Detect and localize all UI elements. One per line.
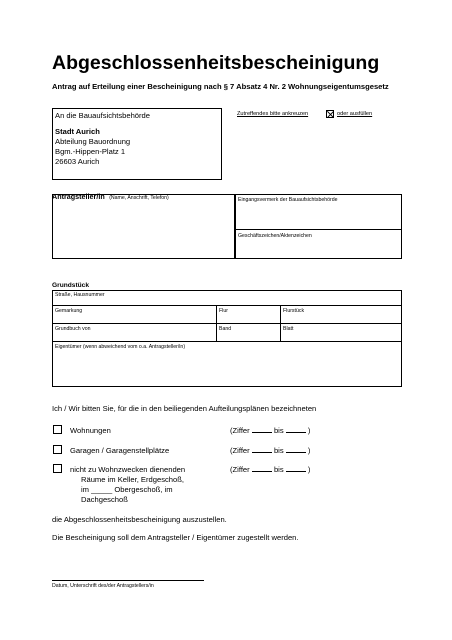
flur-label: Flur [219,308,228,314]
blatt-label: Blatt [283,326,294,332]
owner-label: Eigentümer (wenn abweichend vom o.a. Antragsteller/in) [55,344,186,350]
ziffer-to-field[interactable] [286,465,306,472]
gemarkung-label: Gemarkung [55,308,83,314]
band-label: Band [219,326,232,332]
address-line-3: Abteilung Bauordnung [55,137,131,146]
applicant-field[interactable] [52,194,235,259]
page-title: Abgeschlossenheitsbescheinigung [52,52,380,74]
instruction-text: Zutreffendes bitte ankreuzen [237,111,309,117]
signature-line[interactable] [52,580,204,581]
ziffer-from-field[interactable] [252,426,272,433]
column-divider [280,305,281,341]
option-garagen-checkbox[interactable] [53,445,62,454]
ziffer-to-field[interactable] [286,446,306,453]
option-wohnungen-checkbox[interactable] [53,425,62,434]
ziffer-to-field[interactable] [286,426,306,433]
request-outro-1: die Abgeschlossenheitsbescheinigung auszustellen. [52,515,227,524]
option-nichtwohn-checkbox[interactable] [53,464,62,473]
bis-text: bis [273,446,284,455]
option-garagen-label: Garagen / Garagenstellplätze [70,446,170,455]
option-wohnungen-label: Wohnungen [70,426,111,435]
address-line-2: Stadt Aurich [55,127,100,136]
reference-label: Geschäftszeichen/Aktenzeichen [238,233,312,239]
option-wohnungen-range [230,426,310,435]
close-paren: ) [307,426,311,435]
authority-divider [235,229,402,230]
example-crossed-checkbox-icon [326,110,334,118]
ziffer-text: (Ziffer [230,446,250,455]
instruction-text-2: oder ausfüllen [337,111,373,117]
option-nichtwohn-range [230,465,310,474]
address-line-1: An die Bauaufsichtsbehörde [55,111,150,120]
authority-box [235,194,402,259]
signature-label: Datum, Unterschrift des/der Antragstellers/in [52,583,154,589]
address-line-5: 26603 Aurich [55,157,100,166]
row-divider [52,323,402,324]
option-nichtwohn-label: nicht zu Wohnzwecken dienenden [70,465,186,474]
ziffer-from-field[interactable] [252,446,272,453]
ziffer-text: (Ziffer [230,426,250,435]
close-paren: ) [307,446,311,455]
stamp-label: Eingangsvermerk der Bauaufsichtsbehörde [238,197,338,203]
option-nichtwohn-line3: im _____ Obergeschoß, im [81,485,173,494]
applicant-hint: (Name, Anschrift, Telefon) [109,195,169,201]
address-line-4: Bgm.-Hippen-Platz 1 [55,147,126,156]
flurstueck-label: Flurstück [283,308,305,314]
owner-field[interactable] [53,342,401,386]
street-label: Straße, Hausnummer [55,292,105,298]
close-paren: ) [307,465,311,474]
applicant-label: Antragsteller/in [52,192,105,201]
grundstueck-heading: Grundstück [52,282,90,289]
ziffer-from-field[interactable] [252,465,272,472]
bis-text: bis [273,465,284,474]
grundbuch-label: Grundbuch von [55,326,91,332]
page-subtitle: Antrag auf Erteilung einer Bescheinigung nach § 7 Absatz 4 Nr. 2 Wohnungseigentumsgesetz [52,82,389,91]
option-nichtwohn-line2: Räume im Keller, Erdgeschoß, [81,475,184,484]
request-intro: Ich / Wir bitten Sie, für die in den beiliegenden Aufteilungsplänen bezeichneten [52,404,317,413]
bis-text: bis [273,426,284,435]
ziffer-text: (Ziffer [230,465,250,474]
option-nichtwohn-line4: Dachgeschoß [81,495,128,504]
column-divider [216,305,217,341]
row-divider [52,305,402,306]
request-outro-2: Die Bescheinigung soll dem Antragsteller / Eigentümer zugestellt werden. [52,533,299,542]
street-field[interactable] [53,291,401,305]
option-garagen-range [230,446,310,455]
